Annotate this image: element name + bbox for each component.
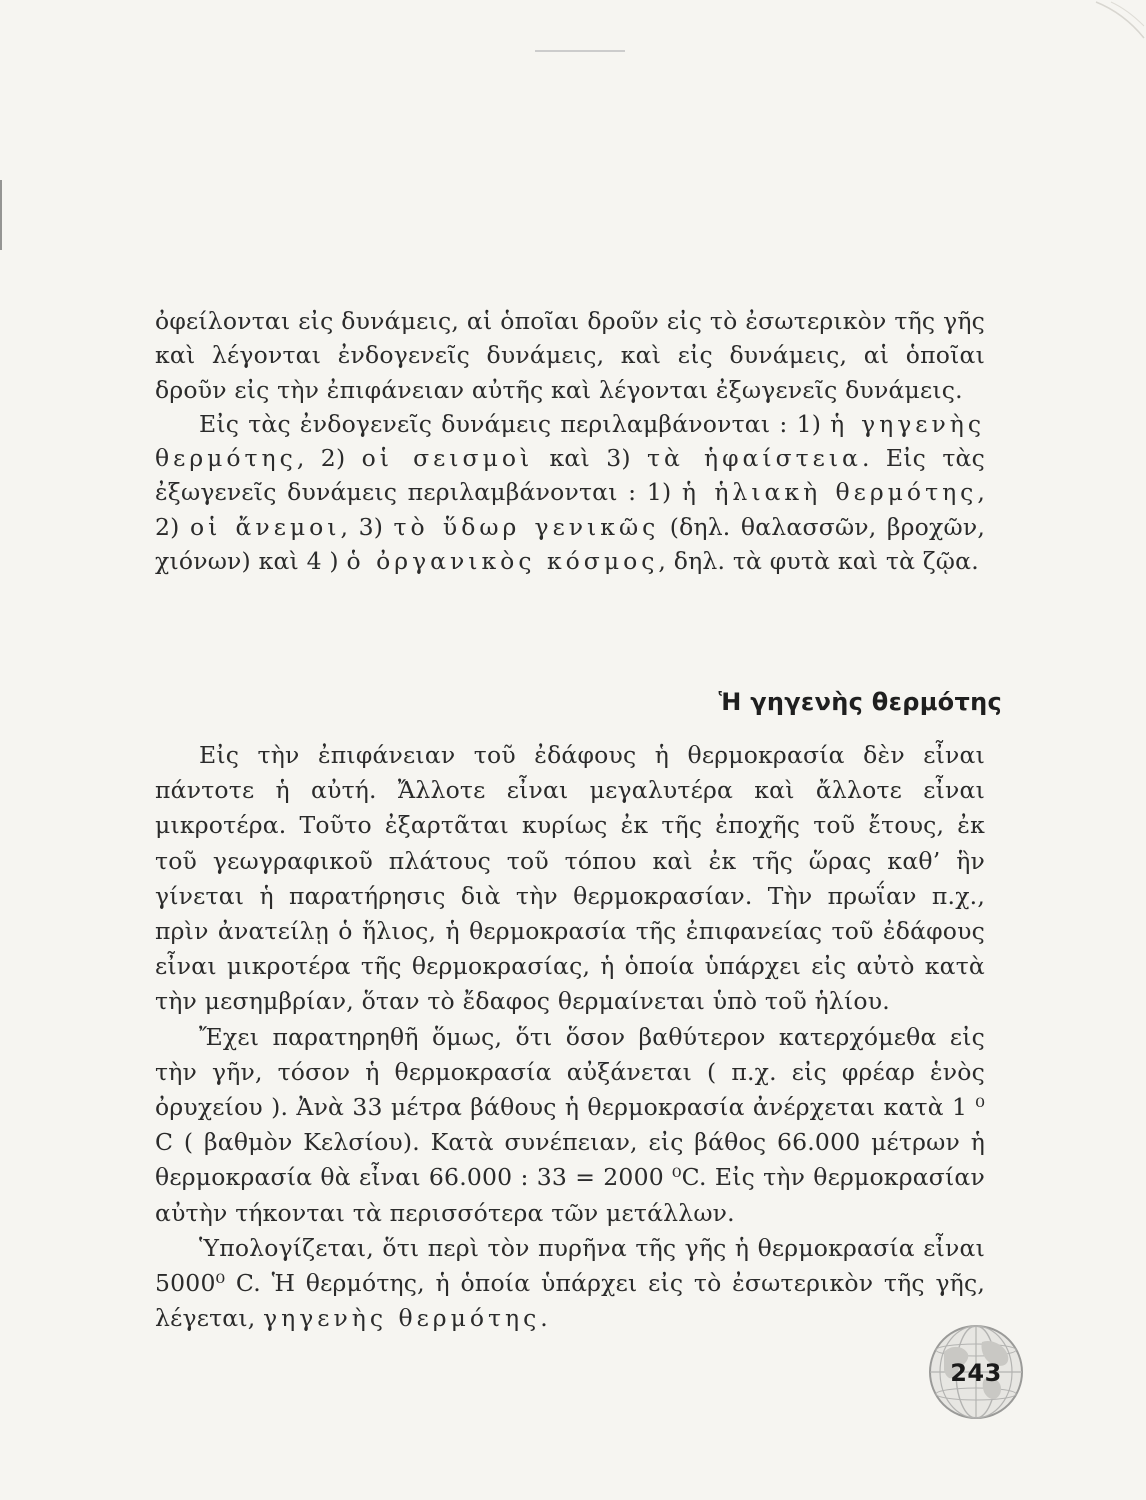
text-run: . Εἰς τὰς ἐξωγενεῖς δυνάμεις περιλαμβάνονται : 1) xyxy=(155,444,985,507)
section-heading: Ἡ γηγενὴς θερμότης xyxy=(718,688,1002,716)
geothermal-text-block xyxy=(155,738,985,1336)
text-run: Εἰς τὴν ἐπιφάνειαν τοῦ ἐδάφους ἡ θερμοκρασία δὲν εἶναι πάντοτε ἡ αὐτή. Ἄλλοτε εἶναι μεγαλυτέρα καὶ ἄλλοτε εἶναι μικροτέρα. Τοῦτο ἐξαρτᾶται κυρίως ἐκ τῆς ἐποχῆς τοῦ ἔτους, ἐκ τοῦ γεωγραφικοῦ πλάτους τοῦ τόπου καὶ ἐκ τῆς ὥρας καθ’ ἣν γίνεται ἡ παρατήρησις διὰ τὴν θερμοκρασίαν. Τὴν πρωΐαν π.χ., πρὶν ἀνατείλῃ ὁ ἥλιος, ἡ θερμοκρασία τῆς ἐπιφανείας τοῦ ἐδάφους εἶναι μικροτέρα τῆς θερμοκρασίας, ἡ ὁποία ὑπάρχει εἰς αὐτὸ κατὰ τὴν μεσημβρίαν, ὅταν τὸ ἔδαφος θερμαίνεται ὑπὸ τοῦ ἡλίου. xyxy=(155,741,985,1016)
emphasized-term: οἱ ἄνεμοι xyxy=(189,512,341,541)
scan-edge-mark xyxy=(0,180,2,250)
emphasized-term: τὸ ὕδωρ γενικῶς xyxy=(393,512,660,541)
paragraph-surface-temperature xyxy=(155,738,985,1020)
paragraph-depth-temperature xyxy=(155,1020,985,1231)
text-run: , 2) xyxy=(155,478,985,541)
emphasized-term: ἡ γηγενὴς θερμότης xyxy=(155,409,986,473)
text-run: , δηλ. τὰ φυτὰ καὶ τὰ ζῷα. xyxy=(658,547,979,576)
text-run: (δηλ. θαλασσῶν, βροχῶν, χιόνων) καὶ 4 ) xyxy=(155,512,985,576)
scan-smudge xyxy=(535,50,625,52)
paragraph-forces-definition xyxy=(155,304,985,407)
paragraph-core-temperature xyxy=(155,1231,985,1337)
text-run: , 3) xyxy=(340,512,394,541)
text-run: καὶ 3) xyxy=(533,444,648,473)
text-run: ὀφείλονται εἰς δυνάμεις, αἱ ὁποῖαι δροῦν εἰς τὸ ἐσωτερικὸν τῆς γῆς καὶ λέγονται ἐνδογενεῖς δυνάμεις, καὶ εἰς δυνάμεις, αἱ ὁποῖαι δροῦν εἰς τὴν ἐπιφάνειαν αὐτῆς καὶ λέγονται ἐξωγενεῖς δυνάμεις. xyxy=(155,307,985,404)
text-run: Ἔχει παρατηρηθῆ ὅμως, ὅτι ὅσον βαθύτερον κατερχόμεθα εἰς τὴν γῆν, τόσον ἡ θερμοκρασία αὐξάνεται ( π.χ. εἰς φρέαρ ἑνὸς ὀρυχείου ). Ἀνὰ 33 μέτρα βάθους ἡ θερμοκρασία ἀνέρχεται κατὰ 1 ⁰ C ( βαθμὸν Κελσίου). Κατὰ συνέπειαν, εἰς βάθος 66.000 μέτρων ἡ θερμοκρασία θὰ εἶναι 66.000 : 33 = 2000 ⁰C. Εἰς τὴν θερμοκρασίαν αὐτὴν τήκονται τὰ περισσότερα τῶν μετάλλων. xyxy=(155,1022,985,1227)
emphasized-term: γηγενὴς θερμότης xyxy=(263,1304,541,1333)
emphasized-term: ὁ ὀργανικὸς κόσμος xyxy=(346,547,659,576)
emphasized-term: ἡ ἡλιακὴ θερμότης xyxy=(681,478,978,507)
paragraph-forces-list xyxy=(155,407,985,578)
text-run: . xyxy=(540,1304,548,1333)
page-number-badge xyxy=(926,1322,1026,1422)
page-corner-curl xyxy=(1086,0,1146,40)
emphasized-term: οἱ σεισμοὶ xyxy=(361,444,534,473)
page-number: 243 xyxy=(950,1359,1002,1387)
text-run: Εἰς τὰς ἐνδογενεῖς δυνάμεις περιλαμβάνονται : 1) xyxy=(199,409,831,438)
text-run: Ὑπολογίζεται, ὅτι περὶ τὸν πυρῆνα τῆς γῆς ἡ θερμοκρασία εἶναι 5000⁰ C. Ἡ θερμότης, ἡ ὁποία ὑπάρχει εἰς τὸ ἐσωτερικὸν τῆς γῆς, λέγεται, xyxy=(155,1233,985,1333)
text-run: , 2) xyxy=(296,444,362,473)
intro-text-block xyxy=(155,304,985,578)
emphasized-term: τὰ ἡφαίστεια xyxy=(647,444,862,473)
